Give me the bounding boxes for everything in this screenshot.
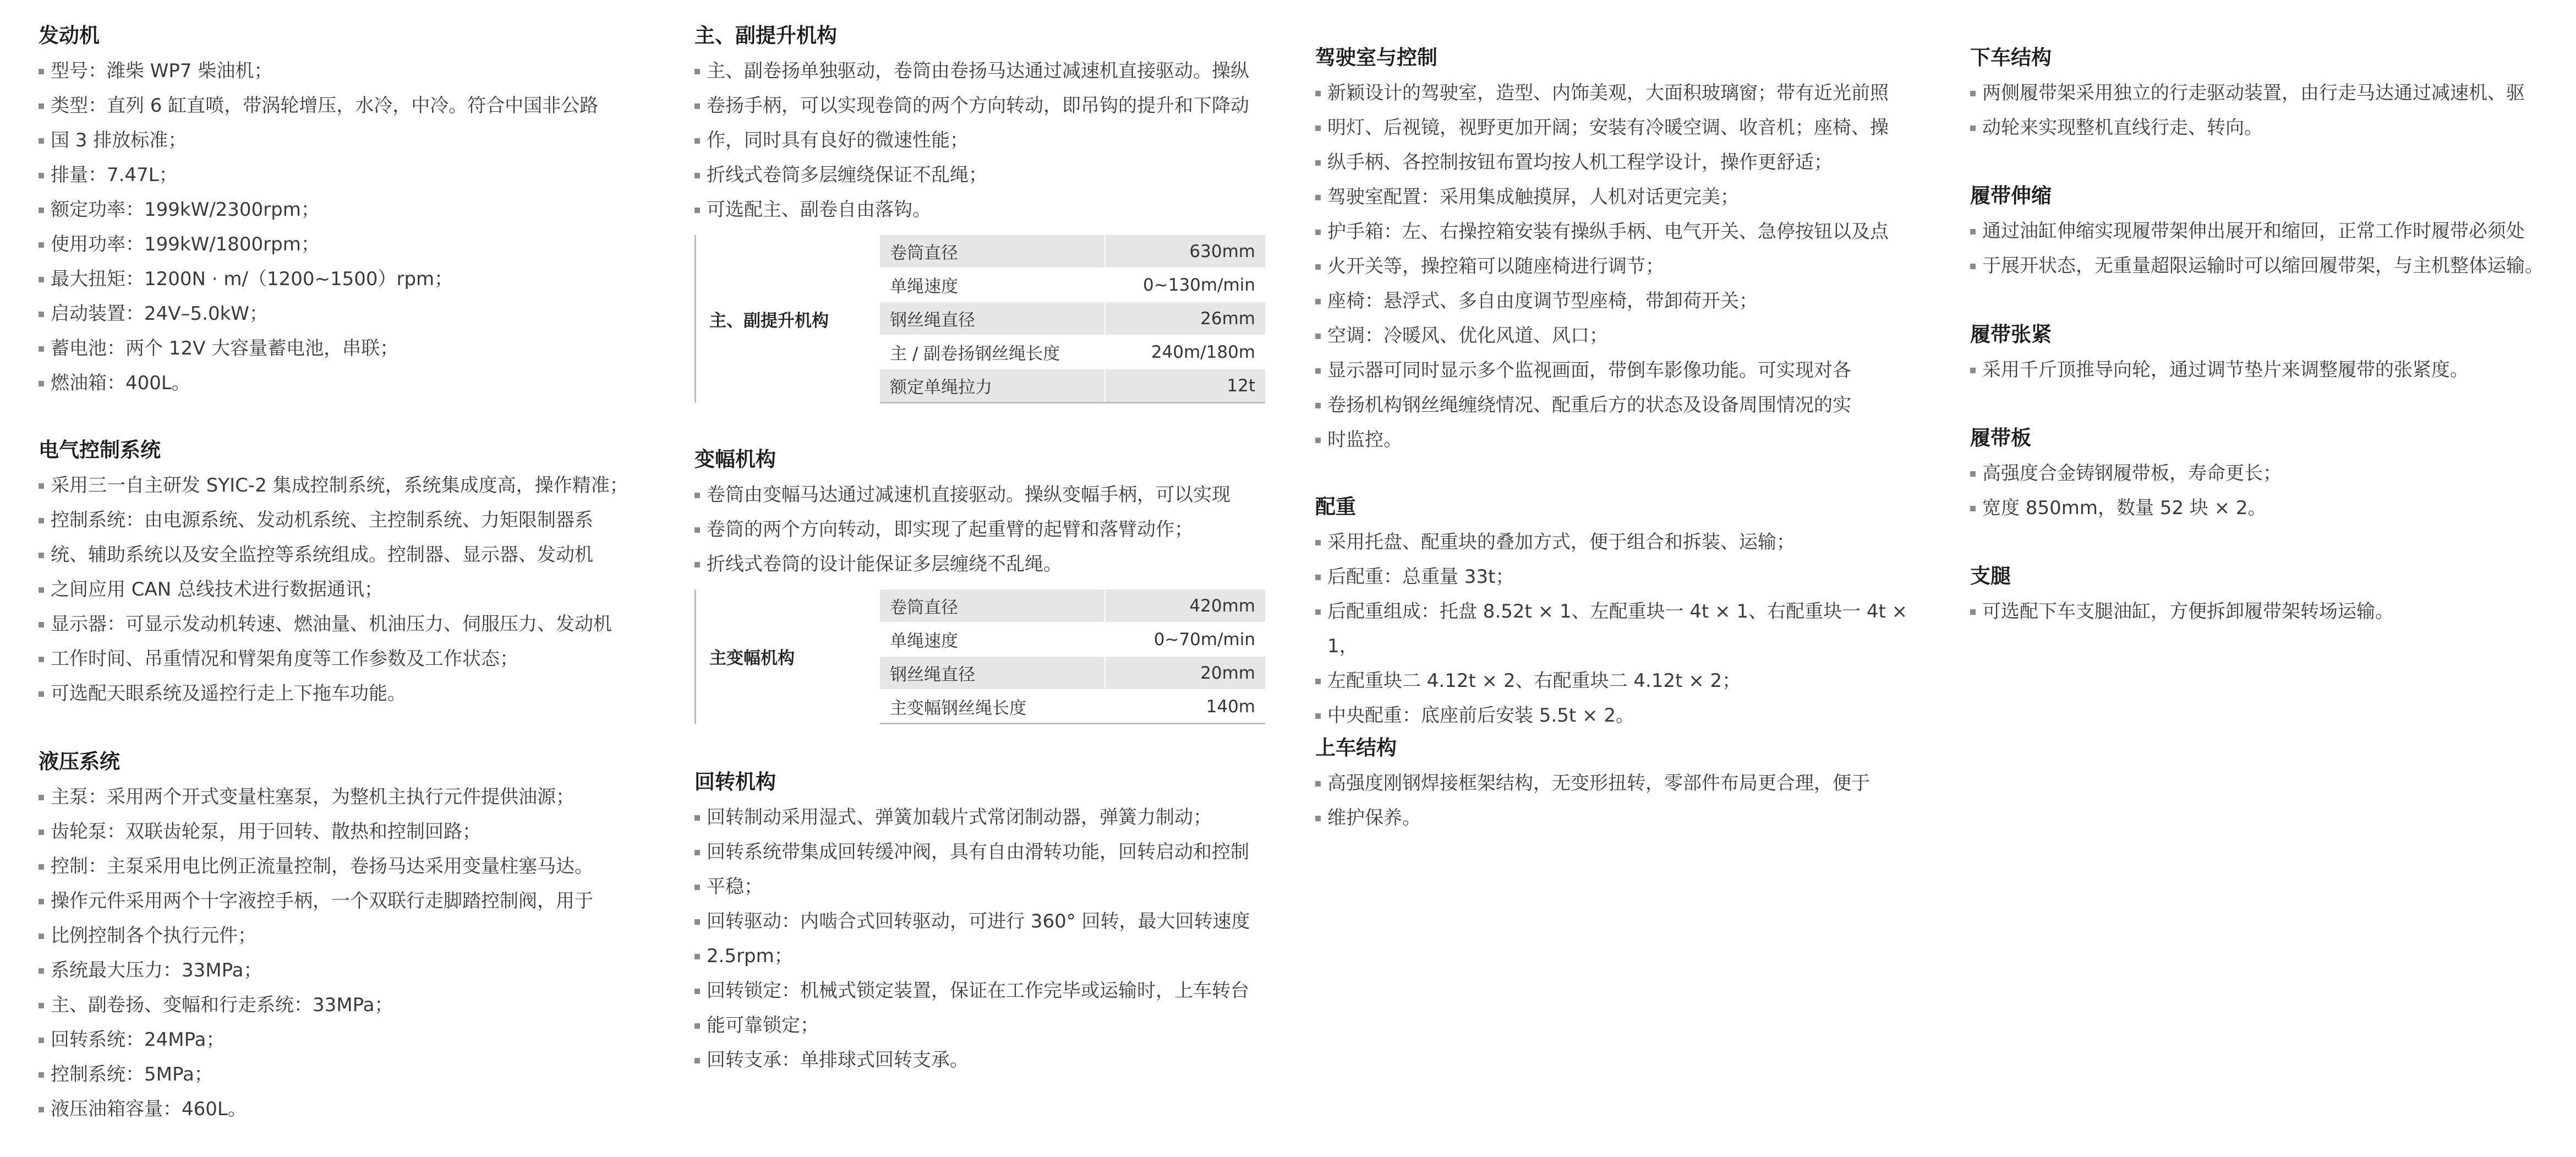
list-item: 最大扭矩：1200N · m/（1200~1500）rpm； bbox=[39, 262, 633, 297]
list-item: 纵手柄、各控制按钮布置均按人机工程学设计，操作更舒适； bbox=[1315, 145, 1921, 180]
list-item: 卷筒由变幅马达通过减速机直接驱动。操纵变幅手柄，可以实现 bbox=[694, 478, 1300, 512]
section-slewing bbox=[694, 769, 1300, 1078]
table-row bbox=[696, 590, 1266, 623]
list-item: 回转支承：单排球式回转支承。 bbox=[694, 1043, 1300, 1078]
list-item: 作，同时具有良好的微速性能； bbox=[694, 123, 1300, 158]
hoist-spec-table bbox=[694, 235, 1265, 403]
list-item: 座椅：悬浮式、多自由度调节型座椅，带卸荷开关； bbox=[1315, 284, 1921, 319]
list-item: 后配重：总重量 33t； bbox=[1315, 560, 1921, 594]
section-hydraulic bbox=[39, 749, 633, 1127]
spec-list bbox=[1970, 353, 2564, 388]
list-item: 控制：主泵采用电比例正流量控制，卷扬马达采用变量柱塞马达。 bbox=[39, 849, 633, 884]
section-title: 上车结构 bbox=[1315, 736, 1397, 760]
list-item: 护手箱：左、右操控箱安装有操纵手柄、电气开关、急停按钮以及点 bbox=[1315, 215, 1921, 249]
list-item: 回转系统：24MPa； bbox=[39, 1023, 633, 1057]
section-engine bbox=[39, 23, 633, 401]
table-cell-value: 20mm bbox=[1105, 656, 1265, 690]
table-cell-value: 0~130m/min bbox=[1105, 268, 1265, 302]
section-counterweight bbox=[1315, 494, 1921, 733]
list-item: 卷扬手柄，可以实现卷筒的两个方向转动，即吊钩的提升和下降动 bbox=[694, 89, 1300, 123]
list-item: 平稳； bbox=[694, 870, 1300, 904]
table-cell-key: 单绳速度 bbox=[880, 623, 1105, 656]
table-cell-key: 单绳速度 bbox=[880, 268, 1105, 302]
section-title: 履带伸缩 bbox=[1970, 184, 2052, 208]
section-upper-structure bbox=[1315, 735, 1921, 836]
list-item: 齿轮泵：双联齿轮泵，用于回转、散热和控制回路； bbox=[39, 815, 633, 849]
list-item: 2.5rpm； bbox=[694, 939, 1300, 974]
list-item: 主泵：采用两个开式变量柱塞泵，为整机主执行元件提供油源； bbox=[39, 780, 633, 815]
list-item: 统、辅助系统以及安全监控等系统组成。控制器、显示器、发动机 bbox=[39, 538, 633, 572]
section-title: 支腿 bbox=[1970, 564, 2011, 588]
list-item: 类型：直列 6 缸直喷，带涡轮增压，水冷，中冷。符合中国非公路 bbox=[39, 89, 633, 123]
spec-list bbox=[1315, 76, 1921, 457]
list-item: 宽度 850mm，数量 52 块 × 2。 bbox=[1970, 491, 2564, 526]
table-cell-value: 26mm bbox=[1105, 302, 1265, 335]
section-title: 液压系统 bbox=[39, 750, 120, 773]
table-group-label: 主变幅机构 bbox=[696, 590, 880, 724]
list-item: 后配重组成：托盘 8.52t × 1、左配重块一 4t × 1、右配重块一 4t × 1， bbox=[1315, 594, 1921, 664]
spec-list bbox=[1970, 456, 2564, 526]
table-cell-value: 0~70m/min bbox=[1105, 623, 1265, 656]
table-row bbox=[696, 235, 1266, 268]
list-item: 液压油箱容量：460L。 bbox=[39, 1092, 633, 1127]
section-track-tension bbox=[1970, 322, 2564, 388]
section-undercarriage bbox=[1970, 45, 2564, 145]
table-cell-key: 卷筒直径 bbox=[880, 235, 1105, 268]
table-cell-key: 卷筒直径 bbox=[880, 590, 1105, 623]
list-item: 新颖设计的驾驶室，造型、内饰美观，大面积玻璃窗；带有近光前照 bbox=[1315, 76, 1921, 111]
list-item: 回转驱动：内啮合式回转驱动，可进行 360° 回转，最大回转速度 bbox=[694, 904, 1300, 939]
list-item: 额定功率：199kW/2300rpm； bbox=[39, 193, 633, 227]
section-main-aux-hoist bbox=[694, 23, 1300, 403]
list-item: 两侧履带架采用独立的行走驱动装置，由行走马达通过减速机、驱 bbox=[1970, 76, 2564, 111]
list-item: 回转制动采用湿式、弹簧加载片式常闭制动器，弹簧力制动； bbox=[694, 800, 1300, 835]
list-item: 维护保养。 bbox=[1315, 801, 1921, 836]
section-title: 驾驶室与控制 bbox=[1315, 46, 1437, 69]
table-cell-value: 420mm bbox=[1105, 590, 1265, 623]
list-item: 主、副卷扬、变幅和行走系统：33MPa； bbox=[39, 988, 633, 1023]
section-title: 变幅机构 bbox=[694, 447, 776, 471]
section-outrigger bbox=[1970, 564, 2564, 629]
list-item: 高强度合金铸钢履带板，寿命更长； bbox=[1970, 456, 2564, 491]
list-item: 工作时间、吊重情况和臂架角度等工作参数及工作状态； bbox=[39, 642, 633, 676]
list-item: 采用千斤顶推导向轮，通过调节垫片来调整履带的张紧度。 bbox=[1970, 353, 2564, 388]
list-item: 控制系统：5MPa； bbox=[39, 1057, 633, 1092]
table-cell-value: 240m/180m bbox=[1105, 335, 1265, 369]
list-item: 动轮来实现整机直线行走、转向。 bbox=[1970, 111, 2564, 145]
list-item: 主、副卷扬单独驱动，卷筒由卷扬马达通过减速机直接驱动。操纵 bbox=[694, 54, 1300, 89]
list-item: 排量：7.47L； bbox=[39, 158, 633, 193]
luffing-spec-table bbox=[694, 590, 1265, 724]
list-item: 时监控。 bbox=[1315, 423, 1921, 457]
section-electrical-control bbox=[39, 438, 633, 711]
spec-list bbox=[1970, 76, 2564, 145]
list-item: 显示器：可显示发动机转速、燃油量、机油压力、伺服压力、发动机 bbox=[39, 607, 633, 642]
spec-list bbox=[39, 780, 633, 1127]
section-title: 发动机 bbox=[39, 24, 100, 47]
list-item: 比例控制各个执行元件； bbox=[39, 919, 633, 953]
list-item: 可选配天眼系统及遥控行走上下拖车功能。 bbox=[39, 676, 633, 711]
section-track-extension bbox=[1970, 183, 2564, 283]
spec-list bbox=[1970, 594, 2564, 629]
spec-list bbox=[694, 800, 1300, 1078]
list-item: 于展开状态，无重量超限运输时可以缩回履带架，与主机整体运输。 bbox=[1970, 249, 2564, 283]
list-item: 采用三一自主研发 SYIC-2 集成控制系统，系统集成度高，操作精准； bbox=[39, 468, 633, 503]
list-item: 回转锁定：机械式锁定装置，保证在工作完毕或运输时，上车转台 bbox=[694, 974, 1300, 1008]
list-item: 回转系统带集成回转缓冲阀，具有自由滑转功能，回转启动和控制 bbox=[694, 835, 1300, 870]
list-item: 采用托盘、配重块的叠加方式，便于组合和拆装、运输； bbox=[1315, 525, 1921, 560]
list-item: 驾驶室配置：采用集成触摸屏，人机对话更完美； bbox=[1315, 180, 1921, 215]
section-title: 下车结构 bbox=[1970, 46, 2052, 69]
list-item: 控制系统：由电源系统、发动机系统、主控制系统、力矩限制器系 bbox=[39, 503, 633, 538]
list-item: 使用功率：199kW/1800rpm； bbox=[39, 227, 633, 262]
list-item: 显示器可同时显示多个监视画面，带倒车影像功能。可实现对各 bbox=[1315, 353, 1921, 388]
list-item: 高强度刚钢焊接框架结构，无变形扭转，零部件布局更合理，便于 bbox=[1315, 766, 1921, 801]
table-cell-key: 钢丝绳直径 bbox=[880, 302, 1105, 335]
list-item: 空调：冷暖风、优化风道、风口； bbox=[1315, 319, 1921, 353]
spec-list bbox=[39, 54, 633, 401]
table-cell-value: 140m bbox=[1105, 690, 1265, 724]
list-item: 国 3 排放标准； bbox=[39, 123, 633, 158]
section-luffing bbox=[694, 447, 1300, 724]
section-title: 配重 bbox=[1315, 495, 1356, 519]
list-item: 启动装置：24V–5.0kW； bbox=[39, 297, 633, 331]
list-item: 系统最大压力：33MPa； bbox=[39, 953, 633, 988]
list-item: 中央配重：底座前后安装 5.5t × 2。 bbox=[1315, 698, 1921, 733]
list-item: 通过油缸伸缩实现履带架伸出展开和缩回，正常工作时履带必须处 bbox=[1970, 214, 2564, 249]
spec-list bbox=[1970, 214, 2564, 283]
spec-list bbox=[39, 468, 633, 711]
list-item: 操作元件采用两个十字液控手柄，一个双联行走脚踏控制阀，用于 bbox=[39, 884, 633, 919]
table-cell-value: 630mm bbox=[1105, 235, 1265, 268]
list-item: 之间应用 CAN 总线技术进行数据通讯； bbox=[39, 572, 633, 607]
table-cell-key: 额定单绳拉力 bbox=[880, 369, 1105, 403]
section-title: 电气控制系统 bbox=[39, 438, 161, 462]
spec-list bbox=[694, 54, 1300, 227]
list-item: 明灯、后视镜，视野更加开阔；安装有冷暖空调、收音机；座椅、操 bbox=[1315, 111, 1921, 145]
section-track-shoe bbox=[1970, 425, 2564, 526]
section-cab-control bbox=[1315, 45, 1921, 457]
list-item: 可选配下车支腿油缸，方便拆卸履带架转场运输。 bbox=[1970, 594, 2564, 629]
table-cell-key: 主 / 副卷扬钢丝绳长度 bbox=[880, 335, 1105, 369]
list-item: 折线式卷筒的设计能保证多层缠绕不乱绳。 bbox=[694, 547, 1300, 582]
list-item: 型号：潍柴 WP7 柴油机； bbox=[39, 54, 633, 89]
list-item: 火开关等，操控箱可以随座椅进行调节； bbox=[1315, 249, 1921, 284]
table-cell-value: 12t bbox=[1105, 369, 1265, 403]
table-group-label: 主、副提升机构 bbox=[696, 235, 880, 403]
spec-list bbox=[1315, 766, 1921, 836]
list-item: 能可靠锁定； bbox=[694, 1008, 1300, 1043]
list-item: 卷筒的两个方向转动，即实现了起重臂的起臂和落臂动作； bbox=[694, 512, 1300, 547]
section-title: 履带板 bbox=[1970, 426, 2031, 450]
table-cell-key: 主变幅钢丝绳长度 bbox=[880, 690, 1105, 724]
list-item: 可选配主、副卷自由落钩。 bbox=[694, 193, 1300, 227]
list-item: 蓄电池：两个 12V 大容量蓄电池，串联； bbox=[39, 331, 633, 366]
spec-list bbox=[694, 478, 1300, 582]
table-cell-key: 钢丝绳直径 bbox=[880, 656, 1105, 690]
spec-list bbox=[1315, 525, 1921, 733]
section-title: 履带张紧 bbox=[1970, 323, 2052, 346]
list-item: 左配重块二 4.12t × 2、右配重块二 4.12t × 2； bbox=[1315, 664, 1921, 698]
section-title: 回转机构 bbox=[694, 770, 776, 794]
list-item: 卷扬机构钢丝绳缠绕情况、配重后方的状态及设备周围情况的实 bbox=[1315, 388, 1921, 423]
list-item: 折线式卷筒多层缠绕保证不乱绳； bbox=[694, 158, 1300, 193]
list-item: 燃油箱：400L。 bbox=[39, 366, 633, 401]
section-title: 主、副提升机构 bbox=[694, 24, 837, 47]
